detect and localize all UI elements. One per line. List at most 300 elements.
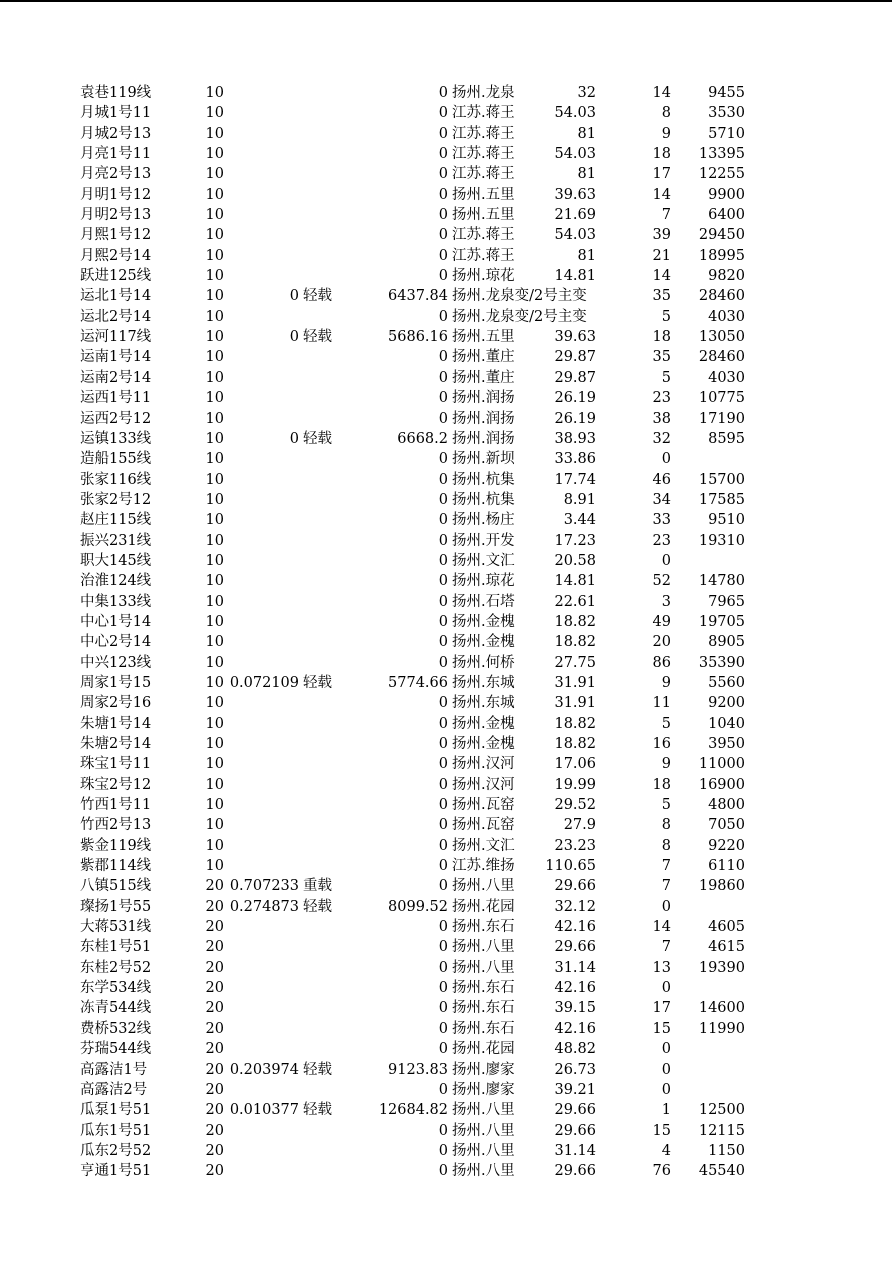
line-name-cell: 月明1号12 xyxy=(80,186,152,203)
capacity-cell: 0 xyxy=(438,573,448,590)
load-status-cell xyxy=(303,734,348,754)
capacity-cell: 0 xyxy=(438,390,448,407)
count-cell: 35 xyxy=(652,349,671,366)
count-cell: 33 xyxy=(652,512,671,529)
load-rate-cell xyxy=(226,1039,299,1059)
table-row xyxy=(0,998,892,1018)
table-row xyxy=(0,347,892,367)
distance-cell: 29.87 xyxy=(554,369,596,386)
capacity-cell: 0 xyxy=(438,451,448,468)
line-name-cell: 瓜东1号51 xyxy=(80,1122,152,1139)
count-cell: 7 xyxy=(661,207,671,224)
capacity-cell: 0 xyxy=(438,308,448,325)
load-rate-cell xyxy=(226,307,299,327)
total-cell xyxy=(672,978,745,998)
distance-cell: 31.91 xyxy=(554,695,596,712)
total-cell xyxy=(672,897,745,917)
count-cell: 7 xyxy=(661,878,671,895)
distance-cell: 18.82 xyxy=(554,634,596,651)
capacity-cell: 0 xyxy=(438,654,448,671)
load-status-cell xyxy=(303,225,348,245)
load-rate-cell xyxy=(226,917,299,937)
load-rate-cell xyxy=(226,103,299,123)
load-rate-cell xyxy=(226,205,299,225)
distance-cell: 18.82 xyxy=(554,715,596,732)
distance-cell: 21.69 xyxy=(554,207,596,224)
capacity-cell: 0 xyxy=(438,634,448,651)
load-status-cell: 轻载 xyxy=(303,1061,332,1078)
total-cell: 4030 xyxy=(708,308,745,325)
capacity-cell: 0 xyxy=(438,552,448,569)
load-status-cell xyxy=(303,815,348,835)
total-cell: 3530 xyxy=(708,105,745,122)
table-row xyxy=(0,1080,892,1100)
load-rate-cell: 0 xyxy=(289,430,299,447)
load-status-cell xyxy=(303,653,348,673)
line-name-cell: 瓜泵1号51 xyxy=(80,1102,152,1119)
table-row xyxy=(0,856,892,876)
load-status-cell: 轻载 xyxy=(303,288,332,305)
total-cell xyxy=(672,1039,745,1059)
line-name-cell: 冻青544线 xyxy=(80,1000,152,1017)
table-row xyxy=(0,958,892,978)
table-row xyxy=(0,83,892,103)
distance-cell: 19.99 xyxy=(554,776,596,793)
voltage-cell: 10 xyxy=(205,736,224,752)
voltage-cell: 10 xyxy=(205,756,224,773)
substation-cell: 扬州.八里 xyxy=(452,1102,515,1119)
total-cell: 7965 xyxy=(708,593,745,610)
table-row xyxy=(0,388,892,408)
voltage-cell: 20 xyxy=(205,1081,224,1098)
substation-cell: 扬州.金槐 xyxy=(452,634,515,651)
capacity-cell: 12684.82 xyxy=(378,1102,448,1119)
load-status-cell: 轻载 xyxy=(303,674,332,691)
capacity-cell: 0 xyxy=(438,186,448,203)
table-row xyxy=(0,653,892,673)
distance-cell: 22.61 xyxy=(554,593,596,610)
capacity-cell: 0 xyxy=(438,756,448,773)
count-cell: 8 xyxy=(661,105,671,122)
voltage-cell: 10 xyxy=(205,451,224,468)
load-rate-cell xyxy=(226,612,299,632)
count-cell: 0 xyxy=(661,552,671,569)
substation-cell: 江苏.蒋王 xyxy=(452,166,515,183)
total-cell: 35390 xyxy=(698,654,745,671)
count-cell: 52 xyxy=(652,573,671,590)
substation-cell: 扬州.董庄 xyxy=(452,369,515,386)
table-row xyxy=(0,1100,892,1120)
total-cell: 7050 xyxy=(708,817,745,834)
total-cell: 8595 xyxy=(708,430,745,447)
line-name-cell: 璨扬1号55 xyxy=(80,898,152,915)
load-rate-cell xyxy=(226,958,299,978)
table-row xyxy=(0,1039,892,1059)
substation-cell: 扬州.石塔 xyxy=(452,593,515,610)
load-rate-cell xyxy=(226,998,299,1018)
load-status-cell xyxy=(303,205,348,225)
total-cell: 19860 xyxy=(698,878,745,895)
count-cell: 7 xyxy=(661,858,671,875)
distance-cell: 8.91 xyxy=(563,491,596,508)
distance-cell: 39.15 xyxy=(554,1000,596,1017)
capacity-cell: 0 xyxy=(438,858,448,875)
voltage-cell: 10 xyxy=(205,146,224,163)
load-rate-cell xyxy=(226,1141,299,1161)
load-status-cell xyxy=(303,1039,348,1059)
distance-cell: 54.03 xyxy=(554,105,596,122)
substation-cell: 扬州.花园 xyxy=(452,898,515,915)
load-rate-cell xyxy=(226,592,299,612)
load-status-cell xyxy=(303,1161,348,1181)
total-cell: 9200 xyxy=(708,695,745,712)
count-cell: 0 xyxy=(661,980,671,997)
load-rate-cell xyxy=(226,1080,299,1100)
table-row xyxy=(0,1161,892,1181)
table-row xyxy=(0,409,892,429)
capacity-cell: 5774.66 xyxy=(388,674,448,691)
load-status-cell xyxy=(303,124,348,144)
voltage-cell: 20 xyxy=(205,898,224,915)
table-row xyxy=(0,836,892,856)
load-status-cell xyxy=(303,917,348,937)
load-rate-cell xyxy=(226,144,299,164)
capacity-cell: 0 xyxy=(438,797,448,814)
line-name-cell: 中心2号14 xyxy=(80,634,152,651)
total-cell xyxy=(672,449,745,469)
substation-cell: 扬州.文汇 xyxy=(452,552,515,569)
load-rate-cell xyxy=(226,754,299,774)
voltage-cell: 10 xyxy=(205,85,224,101)
load-rate-cell xyxy=(226,571,299,591)
table-row xyxy=(0,551,892,571)
load-rate-cell xyxy=(226,815,299,835)
line-name-cell: 瓜东2号52 xyxy=(80,1142,152,1159)
voltage-cell: 10 xyxy=(205,390,224,407)
line-name-cell: 中心1号14 xyxy=(80,613,152,630)
load-rate-cell xyxy=(226,937,299,957)
line-name-cell: 芬瑞544线 xyxy=(80,1041,152,1058)
load-rate-cell xyxy=(226,978,299,998)
capacity-cell: 0 xyxy=(438,268,448,285)
line-name-cell: 珠宝2号12 xyxy=(80,776,152,793)
line-name-cell: 袁巷119线 xyxy=(80,85,152,101)
substation-cell: 扬州.花园 xyxy=(452,1041,515,1058)
substation-cell: 扬州.琼花 xyxy=(452,268,515,285)
load-rate-cell: 0.707233 xyxy=(229,878,299,895)
load-status-cell xyxy=(303,531,348,551)
table-row xyxy=(0,490,892,510)
voltage-cell: 10 xyxy=(205,227,224,244)
load-status-cell xyxy=(303,775,348,795)
load-status-cell xyxy=(303,307,348,327)
voltage-cell: 10 xyxy=(205,288,224,305)
total-cell: 45540 xyxy=(698,1163,745,1180)
distance-cell: 20.58 xyxy=(554,552,596,569)
capacity-cell: 5686.16 xyxy=(388,329,448,346)
substation-cell: 扬州.东城 xyxy=(452,674,515,691)
line-name-cell: 紫郡114线 xyxy=(80,858,152,875)
voltage-cell: 10 xyxy=(205,695,224,712)
total-cell: 4800 xyxy=(708,797,745,814)
substation-cell: 扬州.瓦窑 xyxy=(452,817,515,834)
voltage-cell: 10 xyxy=(205,532,224,549)
load-rate-cell xyxy=(226,83,299,103)
count-cell: 76 xyxy=(652,1163,671,1180)
count-cell: 5 xyxy=(661,369,671,386)
distance-cell: 18.82 xyxy=(554,613,596,630)
capacity-cell: 0 xyxy=(438,1122,448,1139)
capacity-cell: 0 xyxy=(438,1000,448,1017)
total-cell: 9510 xyxy=(708,512,745,529)
substation-cell: 扬州.八里 xyxy=(452,878,515,895)
load-status-cell xyxy=(303,958,348,978)
table-row xyxy=(0,876,892,896)
substation-cell: 扬州.龙泉 xyxy=(452,85,515,101)
table-row xyxy=(0,470,892,490)
count-cell: 18 xyxy=(652,776,671,793)
load-rate-cell xyxy=(226,836,299,856)
table-row xyxy=(0,531,892,551)
load-status-cell xyxy=(303,490,348,510)
distance-cell: 14.81 xyxy=(554,268,596,285)
voltage-cell: 20 xyxy=(205,1163,224,1180)
load-status-cell xyxy=(303,144,348,164)
capacity-cell: 0 xyxy=(438,532,448,549)
table-row xyxy=(0,815,892,835)
distance-cell: 23.23 xyxy=(554,837,596,854)
voltage-cell: 10 xyxy=(205,430,224,447)
voltage-cell: 10 xyxy=(205,471,224,488)
capacity-cell: 0 xyxy=(438,471,448,488)
line-name-cell: 高露洁2号 xyxy=(80,1081,148,1098)
line-name-cell: 运西1号11 xyxy=(80,390,152,407)
count-cell: 11 xyxy=(652,695,671,712)
distance-cell: 29.66 xyxy=(554,1163,596,1180)
table-row xyxy=(0,571,892,591)
capacity-cell: 0 xyxy=(438,613,448,630)
table-row xyxy=(0,164,892,184)
count-cell: 5 xyxy=(661,797,671,814)
distance-cell: 32 xyxy=(577,85,596,101)
count-cell: 0 xyxy=(661,1081,671,1098)
line-name-cell: 运南2号14 xyxy=(80,369,152,386)
substation-cell: 扬州.琼花 xyxy=(452,573,515,590)
distance-cell: 27.75 xyxy=(554,654,596,671)
voltage-cell: 20 xyxy=(205,1020,224,1037)
load-status-cell: 轻载 xyxy=(303,898,332,915)
substation-cell: 扬州.东石 xyxy=(452,1020,515,1037)
load-rate-cell xyxy=(226,551,299,571)
load-rate-cell xyxy=(226,185,299,205)
substation-cell: 扬州.五里 xyxy=(452,186,515,203)
capacity-cell: 0 xyxy=(438,349,448,366)
substation-cell: 扬州.八里 xyxy=(452,939,515,956)
total-cell: 9455 xyxy=(708,85,745,101)
substation-cell: 扬州.东城 xyxy=(452,695,515,712)
total-cell: 17190 xyxy=(698,410,745,427)
voltage-cell: 20 xyxy=(205,939,224,956)
table-row xyxy=(0,368,892,388)
count-cell: 16 xyxy=(652,736,671,752)
load-rate-cell xyxy=(226,693,299,713)
substation-cell: 扬州.五里 xyxy=(452,329,515,346)
voltage-cell: 10 xyxy=(205,329,224,346)
capacity-cell: 9123.83 xyxy=(388,1061,448,1078)
total-cell: 10775 xyxy=(698,390,745,407)
distance-cell: 39.63 xyxy=(554,329,596,346)
table-row xyxy=(0,429,892,449)
count-cell: 34 xyxy=(652,491,671,508)
table-row xyxy=(0,897,892,917)
load-rate-cell: 0.203974 xyxy=(229,1061,299,1078)
distance-cell: 17.74 xyxy=(554,471,596,488)
line-name-cell: 费桥532线 xyxy=(80,1020,152,1037)
load-status-cell xyxy=(303,1141,348,1161)
voltage-cell: 10 xyxy=(205,613,224,630)
load-status-cell xyxy=(303,714,348,734)
count-cell: 0 xyxy=(661,1041,671,1058)
table-row xyxy=(0,592,892,612)
table-row xyxy=(0,632,892,652)
count-cell: 15 xyxy=(652,1122,671,1139)
voltage-cell: 10 xyxy=(205,858,224,875)
line-name-cell: 造船155线 xyxy=(80,451,152,468)
distance-cell: 39.63 xyxy=(554,186,596,203)
count-cell: 38 xyxy=(652,410,671,427)
load-status-cell xyxy=(303,612,348,632)
line-name-cell: 月熙1号12 xyxy=(80,227,152,244)
voltage-cell: 20 xyxy=(205,1061,224,1078)
total-cell: 12500 xyxy=(698,1102,745,1119)
load-rate-cell: 0.010377 xyxy=(229,1102,299,1119)
table-row xyxy=(0,673,892,693)
count-cell: 8 xyxy=(661,837,671,854)
distance-cell: 54.03 xyxy=(554,227,596,244)
capacity-cell: 0 xyxy=(438,85,448,101)
load-status-cell xyxy=(303,449,348,469)
load-rate-cell xyxy=(226,266,299,286)
total-cell xyxy=(672,1060,745,1080)
line-name-cell: 八镇515线 xyxy=(80,878,152,895)
capacity-cell: 0 xyxy=(438,166,448,183)
substation-cell: 江苏.蒋王 xyxy=(452,247,515,264)
total-cell: 18995 xyxy=(698,247,745,264)
substation-cell: 扬州.杭集 xyxy=(452,471,515,488)
substation-cell: 扬州.八里 xyxy=(452,1163,515,1180)
load-status-cell xyxy=(303,693,348,713)
distance-cell: 17.06 xyxy=(554,756,596,773)
substation-cell: 扬州.何桥 xyxy=(452,654,515,671)
count-cell: 86 xyxy=(652,654,671,671)
voltage-cell: 20 xyxy=(205,1041,224,1058)
table-row xyxy=(0,286,892,306)
total-cell: 11000 xyxy=(698,756,745,773)
load-status-cell xyxy=(303,83,348,103)
total-cell: 14600 xyxy=(698,1000,745,1017)
load-status-cell xyxy=(303,795,348,815)
count-cell: 9 xyxy=(661,125,671,142)
total-cell: 5560 xyxy=(708,674,745,691)
substation-cell: 扬州.五里 xyxy=(452,207,515,224)
substation-cell: 扬州.东石 xyxy=(452,1000,515,1017)
table-row xyxy=(0,103,892,123)
line-name-cell: 月亮1号11 xyxy=(80,146,152,163)
substation-cell: 扬州.润扬 xyxy=(452,390,515,407)
count-cell: 8 xyxy=(661,817,671,834)
load-status-cell xyxy=(303,592,348,612)
count-cell: 23 xyxy=(652,532,671,549)
load-rate-cell: 0 xyxy=(289,288,299,305)
distance-cell: 26.73 xyxy=(554,1061,596,1078)
count-cell: 18 xyxy=(652,146,671,163)
capacity-cell: 0 xyxy=(438,837,448,854)
count-cell: 3 xyxy=(661,593,671,610)
total-cell: 19310 xyxy=(698,532,745,549)
count-cell: 9 xyxy=(661,674,671,691)
voltage-cell: 10 xyxy=(205,308,224,325)
load-rate-cell xyxy=(226,409,299,429)
total-cell: 12255 xyxy=(698,166,745,183)
capacity-cell: 0 xyxy=(438,512,448,529)
table-row xyxy=(0,307,892,327)
line-name-cell: 月亮2号13 xyxy=(80,166,152,183)
load-status-cell xyxy=(303,571,348,591)
voltage-cell: 10 xyxy=(205,715,224,732)
load-rate-cell: 0.072109 xyxy=(229,674,299,691)
load-rate-cell xyxy=(226,1019,299,1039)
load-status-cell xyxy=(303,368,348,388)
count-cell: 13 xyxy=(652,959,671,976)
count-cell: 20 xyxy=(652,634,671,651)
distance-cell: 29.66 xyxy=(554,878,596,895)
substation-cell: 扬州.东石 xyxy=(452,919,515,936)
distance-cell: 42.16 xyxy=(554,980,596,997)
distance-cell: 29.66 xyxy=(554,1122,596,1139)
substation-cell: 扬州.龙泉变/2号主变 xyxy=(452,288,587,305)
substation-cell: 江苏.维扬 xyxy=(452,858,515,875)
substation-cell: 扬州.开发 xyxy=(452,532,515,549)
substation-cell: 扬州.龙泉变/2号主变 xyxy=(452,308,587,325)
load-status-cell xyxy=(303,1080,348,1100)
distance-cell: 81 xyxy=(577,166,596,183)
count-cell: 0 xyxy=(661,1061,671,1078)
capacity-cell: 0 xyxy=(438,105,448,122)
count-cell: 14 xyxy=(652,186,671,203)
load-rate-cell xyxy=(226,368,299,388)
load-status-cell xyxy=(303,856,348,876)
load-status-cell: 重载 xyxy=(303,878,332,895)
total-cell: 28460 xyxy=(698,349,745,366)
total-cell: 13395 xyxy=(698,146,745,163)
voltage-cell: 10 xyxy=(205,207,224,224)
load-status-cell xyxy=(303,185,348,205)
line-name-cell: 高露洁1号 xyxy=(80,1061,148,1078)
substation-cell: 江苏.蒋王 xyxy=(452,105,515,122)
load-status-cell xyxy=(303,754,348,774)
substation-cell: 江苏.蒋王 xyxy=(452,146,515,163)
table-row xyxy=(0,978,892,998)
load-rate-cell xyxy=(226,775,299,795)
load-status-cell xyxy=(303,836,348,856)
capacity-cell: 0 xyxy=(438,939,448,956)
substation-cell: 扬州.新坝 xyxy=(452,451,515,468)
substation-cell: 扬州.八里 xyxy=(452,1142,515,1159)
total-cell: 9220 xyxy=(708,837,745,854)
load-status-cell xyxy=(303,998,348,1018)
line-name-cell: 跃进125线 xyxy=(80,268,152,285)
distance-cell: 17.23 xyxy=(554,532,596,549)
